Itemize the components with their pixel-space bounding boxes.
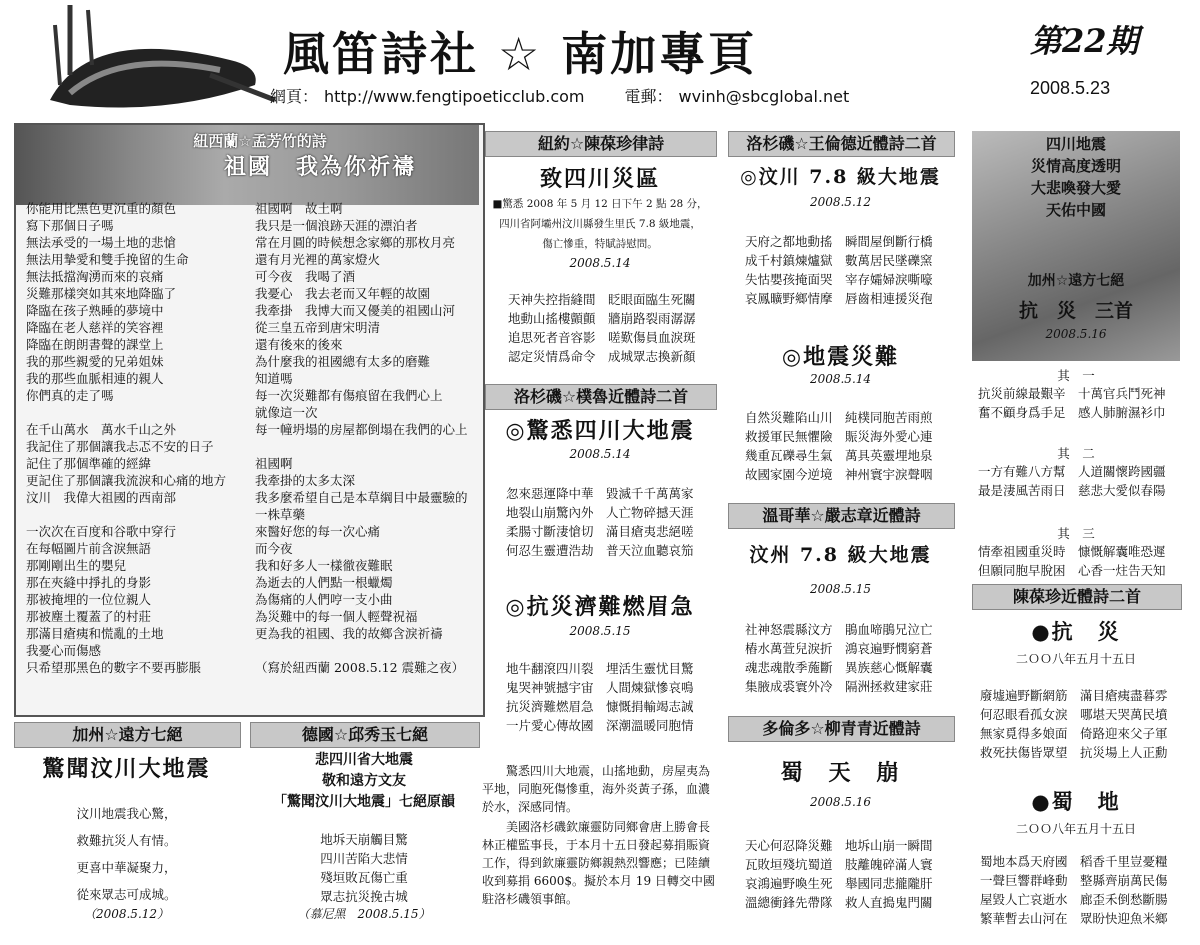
poem-line: 祖國啊 故土啊 (255, 201, 343, 216)
poem-line: 溫總衝鋒先帶隊 救人直搗鬼門關 (745, 895, 933, 910)
poem-line: 屋毀人亡哀逝水 廊歪禾倒愁斷腸 (980, 892, 1168, 907)
poem-line: 一次次在百度和谷歌中穿行 (26, 524, 177, 539)
nz-column-2 (255, 200, 480, 676)
poem-line: 地動山搖樓顫顫 牆崩路裂雨潺潺 (508, 311, 696, 326)
liu-header: 多倫多☆柳青青近體詩 (728, 716, 955, 742)
poem-line: 地坼天崩觸目驚 (320, 832, 408, 847)
poem-line: 為什麼我的祖國總有太多的磨難 (255, 354, 431, 369)
poem-line: 無家覓得多娘面 倚路迎來父子軍 (980, 726, 1168, 741)
page-title: 風笛詩社 ☆ 南加專頁 (283, 27, 758, 81)
de-header: 德國☆邱秀玉七絕 (250, 722, 480, 748)
sidebar-author: 加州☆遠方七絕 (1027, 273, 1125, 289)
poem-line: 天府之都地動搖 瞬間屋倒斷行橋 (745, 234, 933, 249)
poem-line: 降臨在孩子熟睡的夢境中 (26, 303, 164, 318)
issue-date: 2008.5.23 (1030, 78, 1111, 98)
sidebar-title-1: ●抗 災 (1031, 619, 1121, 644)
email-label: 電郵： (624, 87, 673, 106)
caw-header: 加州☆遠方七絕 (14, 722, 241, 748)
web-label: 網頁： (270, 87, 319, 106)
poem-line (255, 438, 480, 455)
poem-line: 何忍眼看孤女淚 哪堪天哭萬民墳 (980, 707, 1168, 722)
poem-line: 忽來惡運降中華 毀滅千千萬萬家 (506, 486, 694, 501)
bagpipe-icon (30, 5, 280, 117)
poem-line: 那剛剛出生的嬰兒 (26, 558, 127, 573)
poem-line: 我的那些血脈相連的親人 (26, 371, 164, 386)
poem-line: 無法用摯愛和雙手挽留的生命 (26, 252, 189, 267)
pu-date-2: 2008.5.15 (569, 624, 631, 638)
poem-line: 災難那樣突如其來地降臨了 (26, 286, 177, 301)
web-url[interactable]: http://www.fengtipoeticclub.com (324, 87, 585, 106)
poem-line: 眾志抗災挽古城 (320, 889, 408, 904)
liu-title: 蜀 天 崩 (780, 760, 901, 786)
poem-line: 只希望那黑色的數字不要再膨脹 (26, 660, 202, 675)
sidebar-couplets-1 (980, 686, 1168, 762)
sidebar-p2-heading: 其 二 (1057, 446, 1095, 461)
poem-line: 汶川 我偉大祖國的西南部 (26, 490, 177, 505)
poem-line: 救援軍民無懼險 賑災海外愛心連 (745, 429, 933, 444)
poem-line: 降臨在朗朗書聲的課堂上 (26, 337, 164, 352)
poem-line: 還有月光裡的萬家燈火 (255, 252, 381, 267)
de-date: （慕尼黑 2008.5.15） (297, 907, 431, 921)
poem-line: 我牽掛 我博大而又優美的祖國山河 (255, 303, 456, 318)
poem-line: 可今夜 我喝了酒 (255, 269, 356, 284)
poem-line: 自然災難陷山川 純樸同胞苦雨煎 (745, 410, 933, 425)
pu-couplets-2 (506, 659, 694, 735)
poem-line: 一方有難八方幫 人道關懷跨國疆 (978, 464, 1166, 479)
poem-line: 我牽掛的太多太深 (255, 473, 356, 488)
poem-line: 無法承受的一場土地的悲愴 (26, 235, 177, 250)
poem-line (255, 642, 480, 659)
wang-date-2: 2008.5.14 (809, 372, 872, 386)
poem-line: 廢墟遍野斷網筋 滿目瘡痍盡暮雰 (980, 688, 1168, 703)
poem-line: 救難抗災人有情。 (76, 833, 177, 848)
photo-caption-line: 大悲喚發大愛 (1030, 179, 1121, 197)
poem-line: 情牽祖國重災時 慷慨解囊唯恐遲 (978, 544, 1166, 559)
poem-line: 但願同胞早脫困 心香一炷告天知 (978, 563, 1166, 578)
note-line: 傷亡慘重，特賦詩慰問。 (542, 238, 658, 250)
poem-line: 奮不顧身爲手足 感人肺腑濕衫巾 (978, 405, 1166, 420)
ny-title: 致四川災區 (539, 166, 660, 192)
poem-line (26, 404, 251, 421)
de-lines (250, 830, 478, 906)
poem-line: 常在月圓的時候想念家鄉的那枚月亮 (255, 235, 456, 250)
poem-line: 知道嗎 (255, 371, 293, 386)
poem-line: 從來眾志可成城。 (76, 887, 177, 902)
poem-line: 魂悲魂散季葹斷 異族慈心慨解囊 (745, 660, 933, 675)
pu-date-1: 2008.5.14 (569, 447, 631, 461)
poem-line: 從三皇五帝到唐宋明清 (255, 320, 381, 335)
poem-line: 一片愛心傳故國 深潮溫暖同胞情 (506, 718, 694, 733)
caw-title: 驚聞汶川大地震 (42, 756, 211, 782)
poem-line: 社神怒震縣汶方 鵑血啼鵑兄泣亡 (745, 622, 933, 637)
poem-line: 寫下那個日子嗎 (26, 218, 114, 233)
poem-line: 來醫好您的每一次心痛 (255, 524, 381, 539)
issue-number: 第22期 (1030, 22, 1139, 60)
poem-line: 我記住了那個讓我忐忑不安的日子 (26, 439, 214, 454)
poem-line: 四川苦陷大悲情 (320, 851, 408, 866)
sidebar-p3-heading: 其 三 (1057, 526, 1095, 541)
wang-header: 洛杉磯☆王倫德近體詩二首 (728, 131, 955, 157)
sidebar-date-1: 二ＯＯ八年五月十五日 (1015, 652, 1136, 666)
poem-line: 蜀地本爲天府國 稻香千里豈憂糧 (980, 854, 1168, 869)
poem-line: 祖國啊 (255, 456, 293, 471)
ny-couplets (508, 290, 696, 366)
caw-date: （2008.5.12） (83, 907, 170, 921)
masthead (0, 0, 1200, 118)
de-sub1: 悲四川省大地震 (315, 752, 413, 768)
sidebar-poem-1 (978, 384, 1166, 422)
ny-note (485, 194, 715, 254)
prose-paragraph: 美國洛杉磯欽廉靈防同鄉會唐上勝會長林正權監事長，于本月十五日發起募捐賑資工作，得到欽廉靈防鄉親熱烈響應；已陸續收到募捐 6600$。擬於本月 19 日轉交中國駐洛杉磯領事館。 (482, 820, 715, 906)
poem-line: 我的那些親愛的兄弟姐妹 (26, 354, 164, 369)
poem-line: 殘垣敗瓦傷亡重 (320, 870, 408, 885)
poem-line: 更喜中華凝聚力， (76, 860, 177, 875)
poem-line: 追思死者音容影 嗟歎傷員血淚斑 (508, 330, 696, 345)
liu-date: 2008.5.16 (809, 795, 872, 809)
poem-line: 最是淒風苦雨日 慈悲大愛似春陽 (978, 483, 1166, 498)
yan-header: 溫哥華☆嚴志章近體詩 (728, 503, 955, 529)
poem-line: 那被塵土覆蓋了的村莊 (26, 609, 152, 624)
poem-line: 認定災情爲命令 成城眾志換新顏 (508, 349, 696, 364)
sidebar-couplets-2 (980, 852, 1168, 928)
caw-lines (14, 800, 239, 908)
poem-line: 成千村鎮煉爐獄 數萬居民墜礫窯 (745, 253, 933, 268)
wang-couplets-2 (745, 408, 933, 484)
poem-line: 一聲巨響群峰動 整縣齊崩萬民傷 (980, 873, 1168, 888)
sidebar-date-2: 二ＯＯ八年五月十五日 (1015, 822, 1136, 836)
sidebar-date: 2008.5.16 (1045, 327, 1107, 341)
poem-line: 地牛翻滾四川裂 埋活生靈忧目驚 (506, 661, 694, 676)
poem-line: 我憂心而傷感 (26, 643, 102, 658)
pu-header: 洛杉磯☆樸魯近體詩二首 (485, 384, 717, 410)
nz-title: 祖國 我為你祈禱 (223, 155, 416, 180)
email-address[interactable]: wvinh@sbcglobal.net (678, 87, 850, 106)
pu-prose (482, 762, 716, 910)
wang-title-2: ◎地震災難 (781, 344, 900, 370)
wang-couplets-1 (745, 232, 933, 308)
poem-line: 抗災前線最艱辛 十萬官兵鬥死神 (978, 386, 1166, 401)
nz-column-1 (26, 200, 251, 676)
poem-line: 在千山萬水 萬水千山之外 (26, 422, 177, 437)
wang-date-1: 2008.5.12 (809, 195, 872, 209)
poem-line: 我只是一個浪跡天涯的漂泊者 (255, 218, 418, 233)
poem-line: 我和好多人一樣徹夜難眠 (255, 558, 393, 573)
photo-caption-line: 四川地震 (1045, 135, 1106, 153)
poem-line: 天神失控指縫間 眨眼面臨生死關 (508, 292, 696, 307)
poem-line: 還有後來的後來 (255, 337, 343, 352)
poem-line: 降臨在老人慈祥的笑容裡 (26, 320, 164, 335)
note-line: ■驚悉 2008 年 5 月 12 日下午 2 點 28 分， (492, 198, 708, 210)
poem-line: 那在夾縫中掙扎的身影 (26, 575, 152, 590)
poem-line: 救死扶傷皆眾望 抗災場上人正勳 (980, 745, 1168, 760)
poem-line: 何忍生靈遭浩劫 普天泣血聽哀笳 (506, 543, 694, 558)
poem-line: 哀鴻遍野喚生死 舉國同悲攏隴肝 (745, 876, 933, 891)
poem-line: 那被掩埋的一位位親人 (26, 592, 152, 607)
poem-line: 瓦敗垣殘坑蜀道 肢離魄碎滿人寰 (745, 857, 933, 872)
poem-line: 一株草藥 (255, 507, 306, 522)
poem-line: 樁水萬萱兒淚折 鴻哀遍野憫窮蒼 (745, 641, 933, 656)
photo-caption-line: 天佑中國 (1045, 201, 1106, 219)
sidebar-title: 抗 災 三首 (1018, 300, 1133, 322)
poem-line: 每一幢坍塌的房屋都倒塌在我們的心上 (255, 422, 468, 437)
poem-line: 為逝去的人們點一根蠟燭 (255, 575, 393, 590)
yan-date: 2008.5.15 (809, 582, 872, 596)
poem-line: 天心何忍降災難 地坼山崩一瞬間 (745, 838, 933, 853)
note-line: 四川省阿壩州汶川縣發生里氏 7.8 級地震， (499, 218, 701, 230)
contact-line (270, 84, 855, 107)
poem-line: 失怙嬰孩掩面哭 宰存孀婦淚嘶嚎 (745, 272, 933, 287)
poem-line: 我憂心 我去老而又年輕的故園 (255, 286, 431, 301)
poem-line: 更為我的祖國、我的故鄉含淚祈禱 (255, 626, 443, 641)
poem-line: 鬼哭神號撼宇宙 人間煉獄慘哀鳴 (506, 680, 694, 695)
sidebar-poem-3 (978, 542, 1166, 580)
ny-header: 紐約☆陳葆珍律詩 (485, 131, 717, 157)
de-sub3: 「驚聞汶川大地震」七絕原韻 (273, 794, 455, 810)
poem-line: 集腋成裘寰外冷 隔洲拯救建家莊 (745, 679, 933, 694)
poem-line (26, 506, 251, 523)
photo-caption-line: 災情高度透明 (1030, 157, 1121, 175)
yan-title: 汶州 7.8 級大地震 (749, 544, 932, 566)
liu-couplets (745, 836, 933, 912)
poem-line: 幾重瓦礫尋生氣 萬具英靈埋地泉 (745, 448, 933, 463)
poem-line: 你能用比黑色更沉重的顏色 (26, 201, 177, 216)
poem-line: 每一次災難都有傷痕留在我們心上 (255, 388, 443, 403)
poem-line: 哀鳳曠野鄉情摩 唇齒相連援災孢 (745, 291, 933, 306)
poem-line: 地裂山崩驚內外 人亡物碎撼天涯 (506, 505, 694, 520)
poem-line: 更記住了那個讓我流淚和心痛的地方 (26, 473, 227, 488)
de-subtitles (250, 750, 478, 813)
pu-title-1: ◎驚悉四川大地震 (505, 418, 695, 444)
poem-line: 為傷痛的人們哼一支小曲 (255, 592, 393, 607)
poem-line: 記住了那個準確的經緯 (26, 456, 152, 471)
poem-line: 就像這一次 (255, 405, 318, 420)
wang-title-1: ◎汶川 7.8 級大地震 (740, 166, 941, 188)
poem-line: 汶川地震我心驚， (76, 806, 177, 821)
sidebar-p1-heading: 其 一 (1057, 368, 1095, 383)
poem-line: 你們真的走了嗎 (26, 388, 114, 403)
poem-line: 繁華暫去山河在 眾盼快迎魚米鄉 (980, 911, 1168, 926)
prose-paragraph: 驚悉四川大地震，山搖地動，房屋夷為平地，同胞死傷慘重，海外炎黃子孫，血濃於水，深感同情。 (482, 764, 711, 814)
poem-line: 抗災濟難燃眉急 慷慨捐輸竭志誠 (506, 699, 694, 714)
ny-date: 2008.5.14 (569, 256, 631, 270)
poem-line: 而今夜 (255, 541, 293, 556)
poem-line: 那滿目瘡痍和慌亂的土地 (26, 626, 164, 641)
sidebar-header-2: 陳葆珍近體詩二首 (972, 584, 1182, 610)
poem-line: 為災難中的每一個人輕聲祝福 (255, 609, 418, 624)
poem-line: （寫於紐西蘭 2008.5.12 震難之夜） (255, 660, 465, 675)
sidebar-title-2: ●蜀 地 (1031, 789, 1121, 814)
sidebar-photo-text (972, 133, 1180, 221)
poem-line: 無法抵擋洶湧而來的哀痛 (26, 269, 164, 284)
poem-line: 在每幅圖片前含淚無語 (26, 541, 152, 556)
pu-title-2: ◎抗災濟難燃眉急 (505, 594, 695, 620)
poem-line: 我多麼希望自己是本草綱目中最靈驗的 (255, 490, 468, 505)
sidebar-poem-2 (978, 462, 1166, 500)
nz-header: 紐西蘭☆孟芳竹的詩 (193, 132, 327, 150)
yan-couplets (745, 620, 933, 696)
de-sub2: 敬和遠方文友 (322, 773, 406, 789)
poem-line: 柔腸寸斷淒愴切 滿目瘡夷悲絕嗟 (506, 524, 694, 539)
pu-couplets-1 (506, 484, 694, 560)
poem-line: 故國家園今逆境 神州寰宇淚聲咽 (745, 467, 933, 482)
